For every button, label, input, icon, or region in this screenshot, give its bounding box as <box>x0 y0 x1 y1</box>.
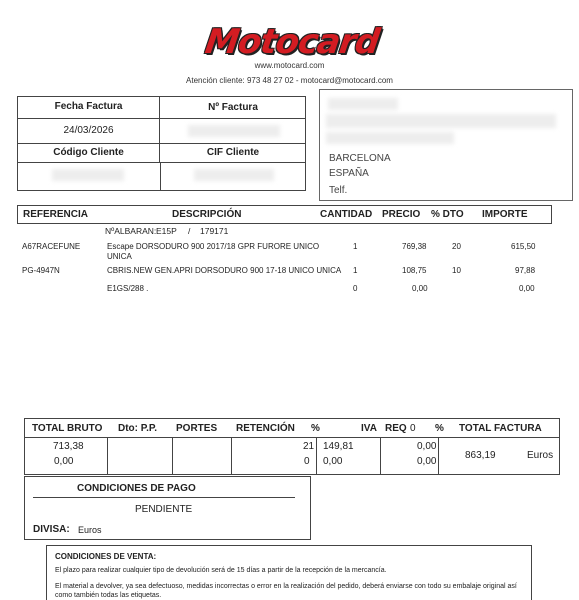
conditions-line-3: como también todas las etiquetas. <box>55 592 162 599</box>
th-dto: % DTO <box>431 209 464 220</box>
albaran-number: 179171 <box>200 226 229 236</box>
th-req: REQ <box>385 423 407 434</box>
th-referencia: REFERENCIA <box>23 209 89 220</box>
row-amount: 615,50 <box>511 242 536 251</box>
th-total-factura: TOTAL FACTURA <box>459 423 542 434</box>
pct-1: 21 <box>303 441 315 452</box>
th-pct-2: % <box>435 423 444 434</box>
cif-label: CIF Cliente <box>206 147 260 158</box>
fecha-value-cell <box>18 119 160 144</box>
total-factura: 863,19 <box>465 450 496 461</box>
row-amount: 97,88 <box>515 266 536 275</box>
redacted-codigo <box>52 169 124 181</box>
th-retencion: RETENCIÓN <box>236 423 295 434</box>
iva-2: 0,00 <box>323 456 343 467</box>
totals-box <box>24 418 560 475</box>
row-price: 769,38 <box>402 242 427 251</box>
row-dto: 10 <box>452 266 461 275</box>
albaran-sep: / <box>188 226 191 236</box>
conditions-title: CONDICIONES DE VENTA: <box>55 552 157 561</box>
codigo-label: Código Cliente <box>53 147 124 158</box>
items-table-header <box>17 205 552 224</box>
row-desc: CBRIS.NEW GEN.APRI DORSODURO 900 17-18 UNICO UNICA <box>107 266 342 275</box>
fecha-value: 24/03/2026 <box>63 125 114 136</box>
th-dto-pp: Dto: P.P. <box>118 423 158 434</box>
divider <box>107 437 108 474</box>
total-bruto-1: 713,38 <box>53 441 84 452</box>
divisa-label: DIVISA: <box>33 524 70 535</box>
row-qty: 0 <box>353 284 358 293</box>
row-qty: 1 <box>353 266 358 275</box>
country: ESPAÑA <box>329 168 369 179</box>
th-req-value: 0 <box>410 423 416 434</box>
numero-label-cell <box>160 97 306 119</box>
redacted-numero <box>188 125 280 137</box>
redacted-street <box>326 114 556 128</box>
logo-text: Motocard <box>202 22 382 62</box>
payment-title: CONDICIONES DE PAGO <box>77 483 196 494</box>
city: BARCELONA <box>329 153 391 164</box>
divider <box>172 437 173 474</box>
th-cantidad: CANTIDAD <box>320 209 373 220</box>
th-precio: PRECIO <box>382 209 421 220</box>
divider <box>18 162 306 163</box>
divider <box>316 437 317 474</box>
payment-box <box>24 476 311 540</box>
pct-2: 0 <box>304 456 310 467</box>
fecha-label: Fecha Factura <box>54 101 123 112</box>
payment-status: PENDIENTE <box>135 504 193 515</box>
th-iva: IVA <box>361 423 377 434</box>
iva-1: 149,81 <box>323 441 354 452</box>
total-bruto-2: 0,00 <box>54 456 74 467</box>
numero-label: Nº Factura <box>208 102 258 113</box>
divider <box>25 437 559 438</box>
total-currency: Euros <box>527 450 554 461</box>
fecha-label-cell <box>18 97 160 119</box>
divider <box>33 497 295 498</box>
row-price: 108,75 <box>402 266 427 275</box>
divider <box>160 162 161 191</box>
row-desc-2: UNICA <box>107 252 132 261</box>
albaran-code: E15P <box>156 226 177 236</box>
row-dto: 20 <box>452 242 461 251</box>
divider <box>438 437 439 474</box>
cif-label-cell <box>160 144 306 162</box>
req-2: 0,00 <box>417 456 437 467</box>
th-portes: PORTES <box>176 423 218 434</box>
divider <box>380 437 381 474</box>
row-desc: Escape DORSODURO 900 2017/18 GPR FURORE UNICO <box>107 242 320 251</box>
req-1: 0,00 <box>417 441 437 452</box>
th-pct: % <box>311 423 320 434</box>
row-amount: 0,00 <box>519 284 535 293</box>
th-descripcion: DESCRIPCIÓN <box>172 209 242 220</box>
invoice-info-box <box>17 96 306 191</box>
albaran-label: NºALBARAN: <box>105 226 157 236</box>
conditions-line-1: El plazo para realizar cualquier tipo de devolución será de 15 días a partir de la recepción de la mercancía. <box>55 567 387 574</box>
redacted-zip <box>326 132 454 144</box>
contact-line: Atención cliente: 973 48 27 02 - motocard@motocard.com <box>186 76 393 85</box>
divider <box>231 437 232 474</box>
row-ref: PG-4947N <box>22 266 60 275</box>
conditions-box <box>46 545 532 600</box>
th-importe: IMPORTE <box>482 209 528 220</box>
phone-label: Telf. <box>329 185 348 196</box>
codigo-label-cell <box>18 144 160 162</box>
divisa-value: Euros <box>78 525 102 535</box>
conditions-line-2: El material a devolver, ya sea defectuoso, medidas incorrectas o error en la realización del pedido, deberá enviarse con todo su embalaje original así <box>55 583 517 590</box>
row-price: 0,00 <box>412 284 428 293</box>
row-desc: E1GS/288 . <box>107 284 149 293</box>
redacted-name <box>328 98 398 110</box>
row-qty: 1 <box>353 242 358 251</box>
redacted-cif <box>194 169 274 181</box>
row-ref: A67RACEFUNE <box>22 242 81 251</box>
website: www.motocard.com <box>254 61 325 70</box>
address-box <box>319 89 573 201</box>
motocard-logo <box>178 22 406 62</box>
numero-value-cell <box>160 119 306 144</box>
th-total-bruto: TOTAL BRUTO <box>32 423 103 434</box>
